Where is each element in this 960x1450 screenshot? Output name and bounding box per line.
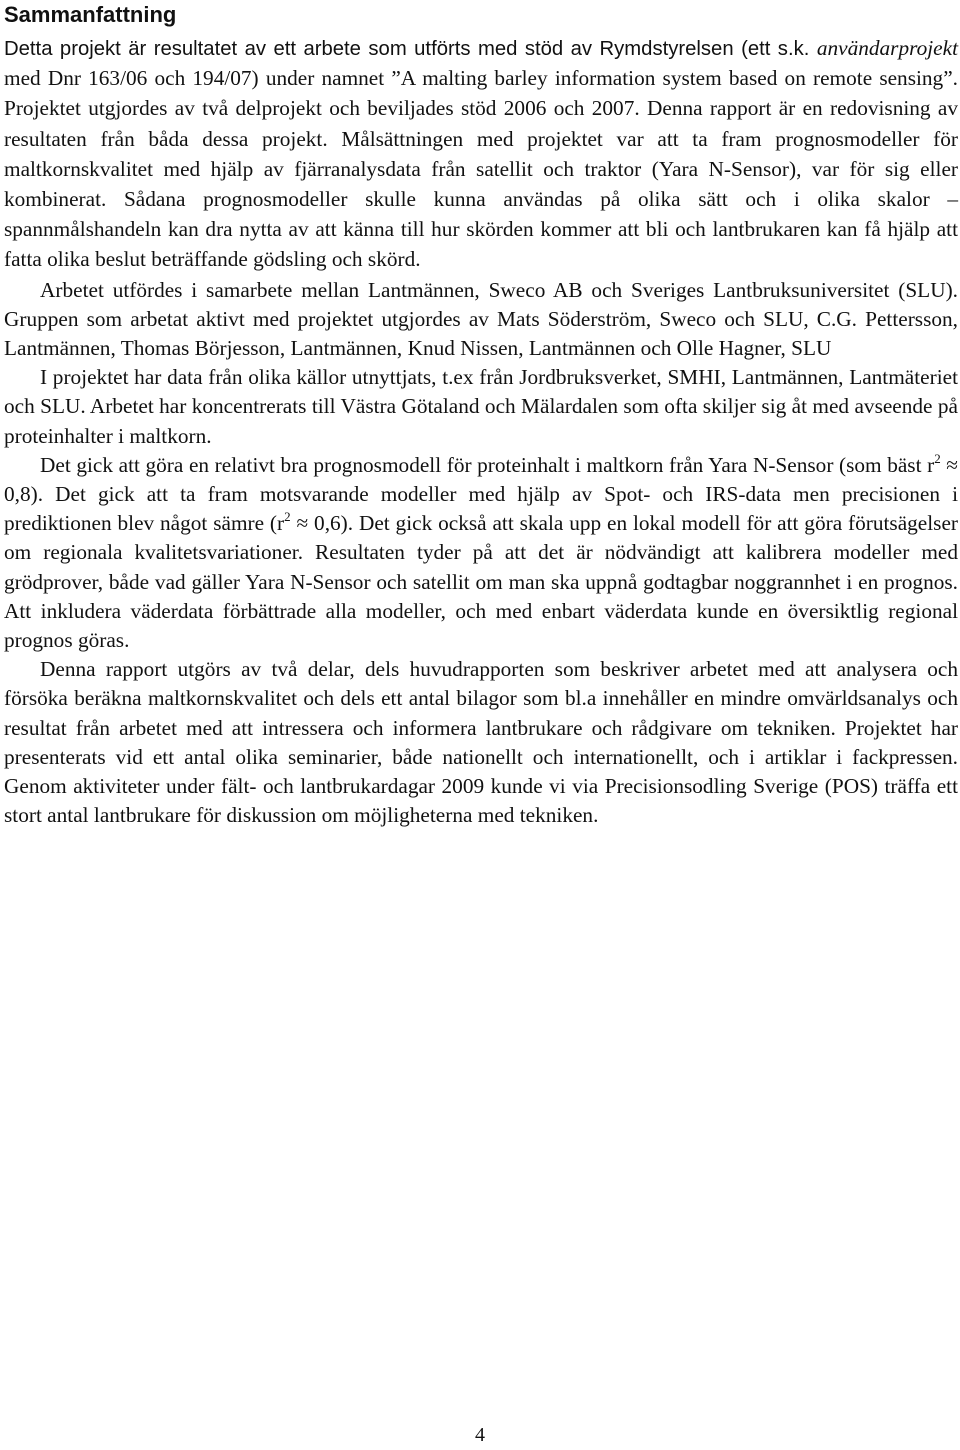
section-heading: Sammanfattning	[4, 2, 177, 27]
page-number: 4	[475, 1424, 485, 1446]
results-text-3: ≈ 0,6). Det gick också att skala upp en lokal modell för att göra förutsägelser om regionala kvalitetsvariationer. Resultaten tyder på att det är nödvändigt att kalibrera modeller med grödprover, både vad gäller Yara N-Sensor och satellit om man ska uppnå godtagbar noggrannhet i en prognos. Att inkludera väderdata förbättrade alla modeller, och med enbart väderdata kunde en översiktlig regional prognos göras.	[4, 511, 958, 653]
intro-italic-term: användarprojekt	[816, 36, 958, 60]
data-sources-paragraph: I projektet har data från olika källor utnyttjats, t.ex från Jordbruksverket, SMHI, Lantmännen, Lantmäteriet och SLU. Arbetet har koncentrerats till Västra Götaland och Mälardalen som ofta skiljer sig åt med avseende på proteinhalter i maltkorn.	[4, 365, 958, 448]
results-text-2: ≈ 0,8). Det gick att ta fram motsvarande modeller med hjälp av Spot- och IRS-data men precisionen i prediktionen blev något sämre (r	[4, 452, 958, 536]
results-paragraph	[4, 451, 958, 655]
results-text-1: Det gick att göra en relativt bra prognosmodell för proteinhalt i maltkorn från Yara N-Sensor (som bäst r	[40, 452, 935, 477]
intro-text-start: Detta projekt är resultatet av ett arbete som utförts med stöd av Rymdstyrelsen (ett s.k.	[4, 38, 810, 60]
r-squared-superscript: 2	[284, 509, 291, 525]
intro-text-mid: med Dnr 163/06 och 194/07) under namnet ”A malting barley information system based on remote sensing”. Projektet utgjordes av två delprojekt och beviljades stöd 2006 och 2007. Denna rapport är en redovisning av resultaten från båda dessa projekt. Målsättningen med projektet var att ta fram prognosmodeller för maltkornskvalitet med hjälp av fjärranalysdata från satellit och traktor (Yara N-Sensor), var för sig eller kombinerat. Sådana prognosmodeller skulle kunna användas på olika sätt och i olika skalor – spannmålshandeln kan dra nytta av att känna till hur skörden kommer att bli och lantbrukaren kan få hjälp att fatta olika beslut beträffande gödsling och skörd.	[4, 66, 958, 272]
collaboration-paragraph: Arbetet utfördes i samarbete mellan Lantmännen, Sweco AB och Sveriges Lantbruksuniversitet (SLU). Gruppen som arbetat aktivt med projektet utgjordes av Mats Söderström, Sweco och SLU, C.G. Pettersson, Lantmännen, Thomas Börjesson, Lantmännen, Knud Nissen, Lantmännen och Olle Hagner, SLU	[4, 277, 958, 361]
summary-intro-paragraph	[4, 34, 958, 276]
r-squared-superscript: 2	[934, 450, 941, 466]
document-page	[4, 0, 958, 830]
report-structure-paragraph: Denna rapport utgörs av två delar, dels huvudrapporten som beskriver arbetet med att analysera och försöka beräkna maltkornskvalitet och dels ett antal bilagor som bl.a innehåller en mindre omvärldsanalys och resultat från arbetet med att intressera och informera lantbrukare och rådgivare om tekniken. Projektet har presenterats vid ett antal olika seminarier, både nationellt och internationellt, och i artiklar i fackpressen. Genom aktiviteter under fält- och lantbrukardagar 2009 kunde vi via Precisionsodling Sverige (POS) träffa ett stort antal lantbrukare för diskussion om möjligheterna med tekniken.	[4, 657, 958, 828]
